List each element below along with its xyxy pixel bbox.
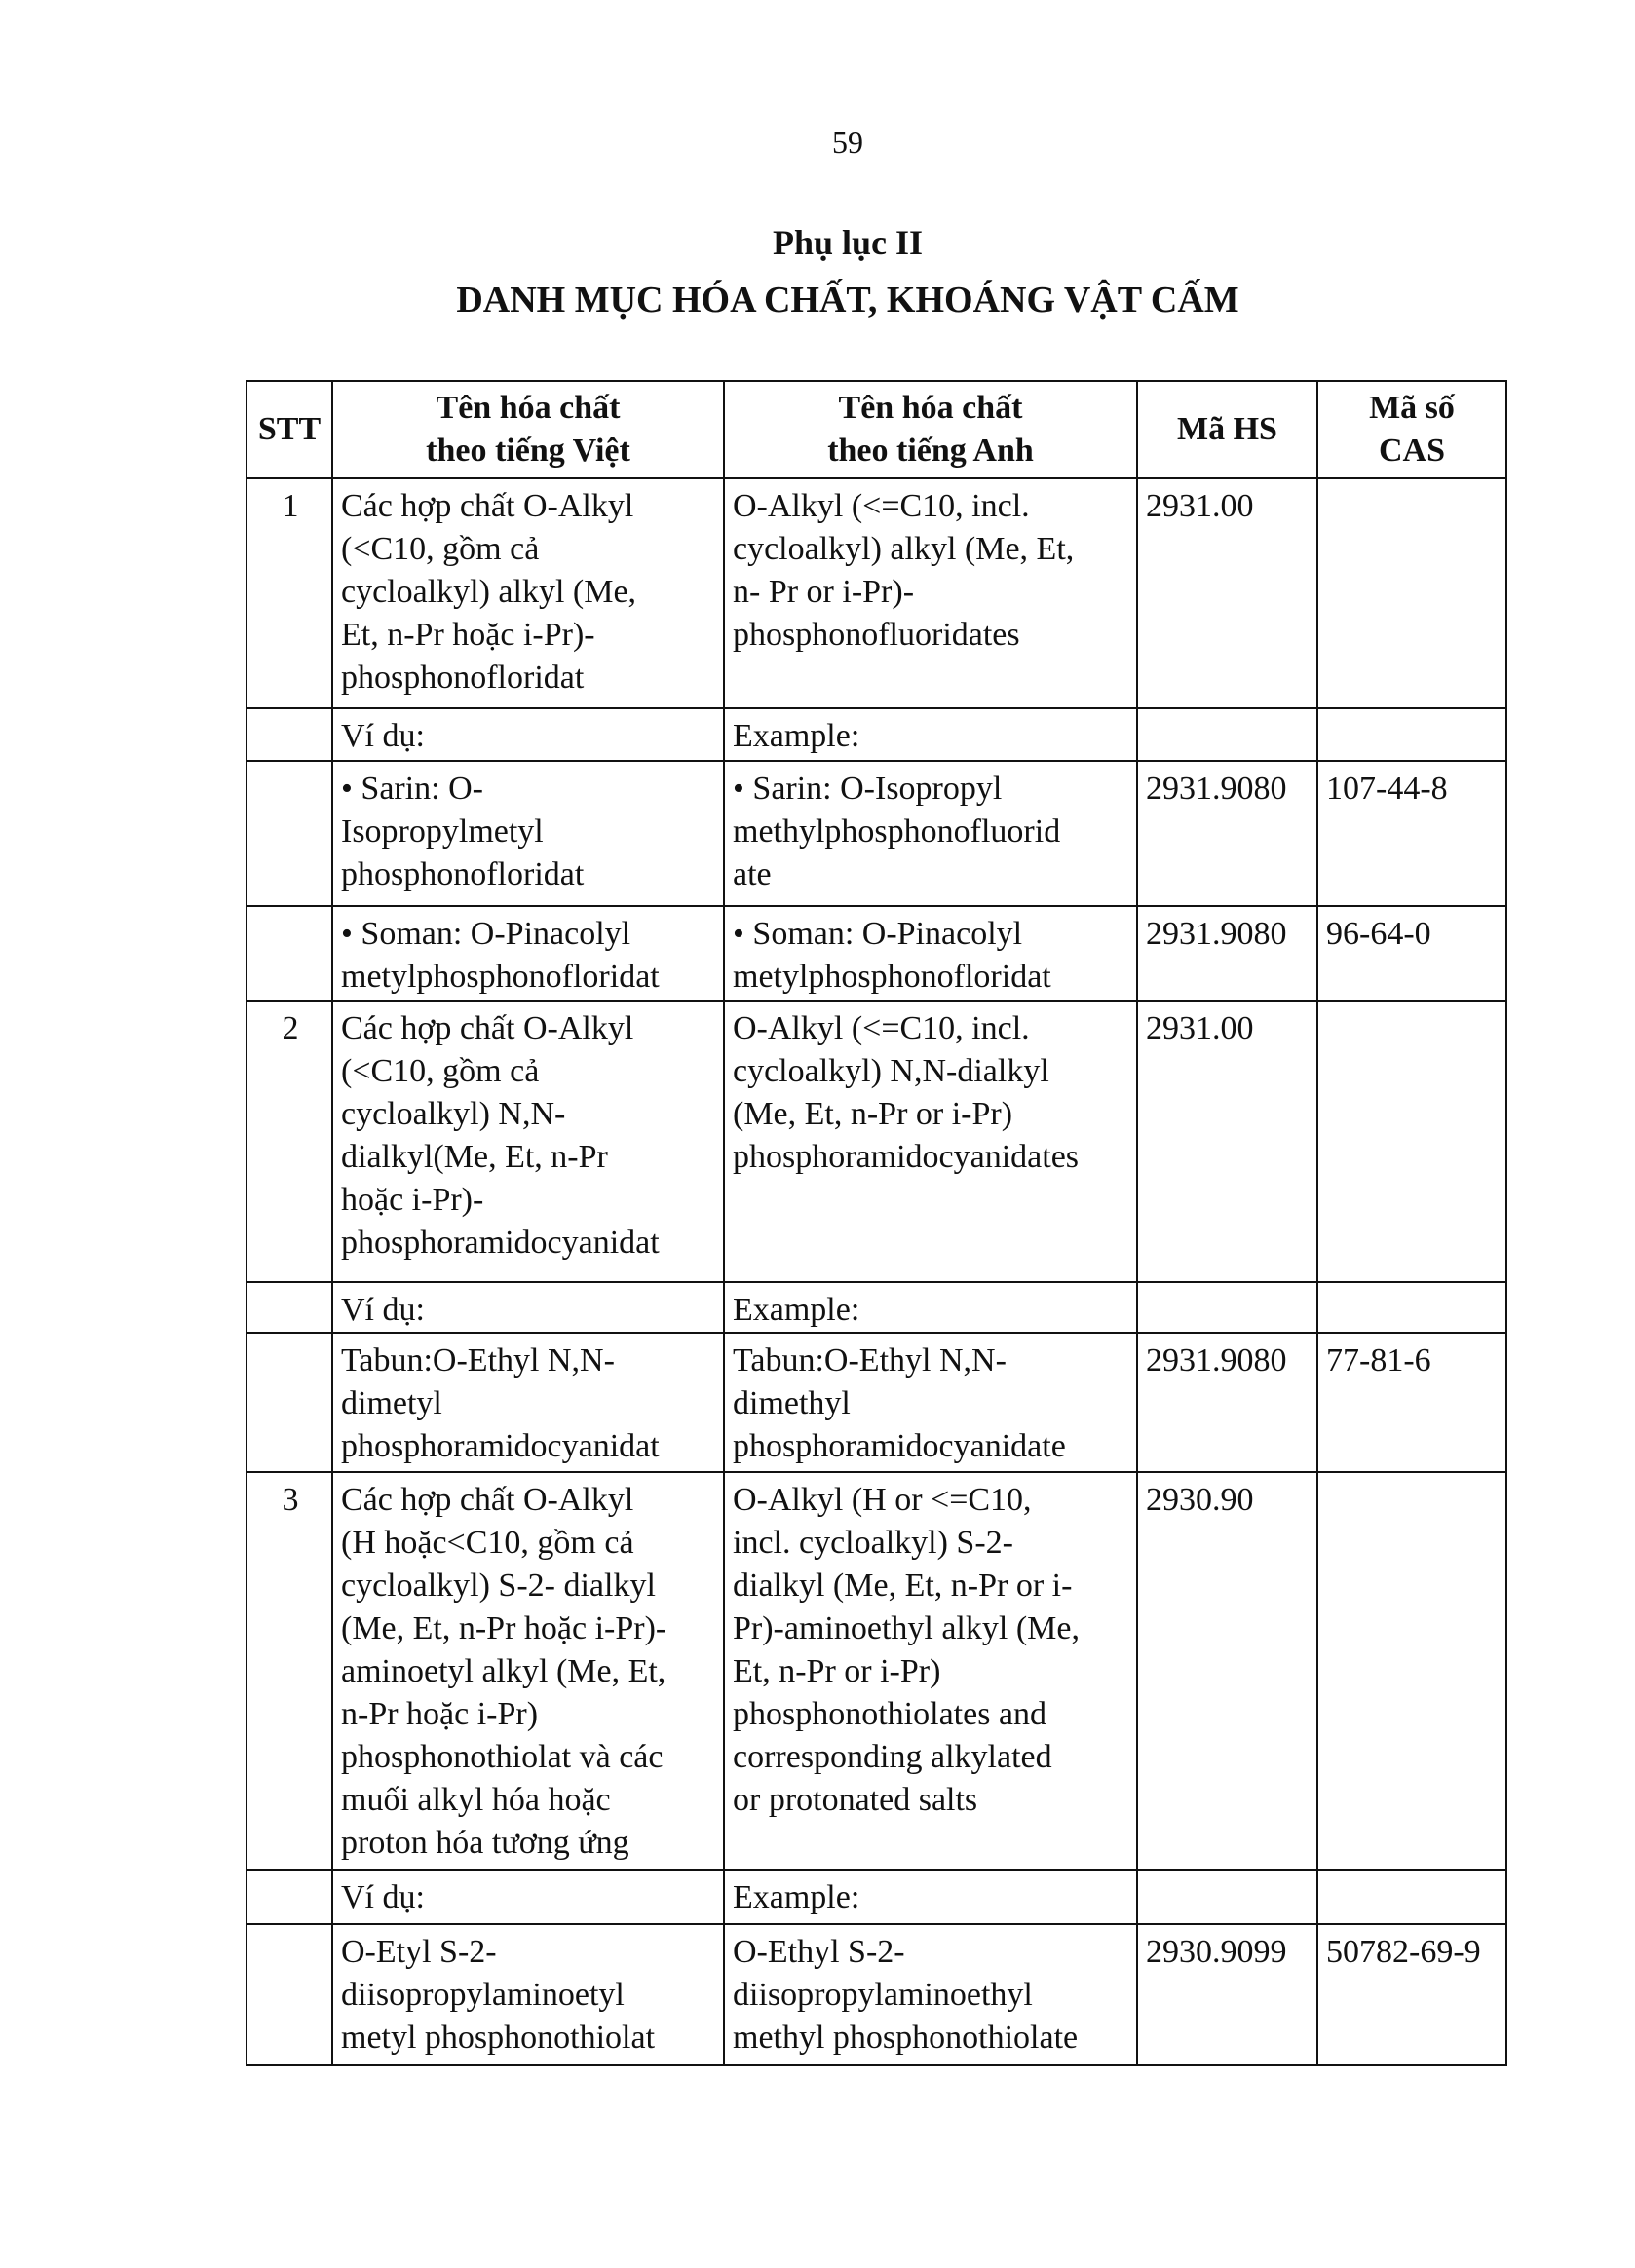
- cell-name-en: • Soman: O-Pinacolyl metylphosphonofloridat: [724, 906, 1137, 1001]
- cell-hs-code: 2931.9080: [1137, 761, 1317, 906]
- table-row: [247, 1333, 1506, 1472]
- cell-name-vi: Các hợp chất O-Alkyl (<C10, gồm cả cycloalkyl) N,N- dialkyl(Me, Et, n-Pr hoặc i-Pr)- phosphoramidocyanidat: [332, 1001, 724, 1282]
- cell-stt: 1: [247, 478, 332, 708]
- chemicals-table: [246, 380, 1507, 2066]
- table-row: [247, 1001, 1506, 1282]
- cell-hs-code: 2931.00: [1137, 478, 1317, 708]
- cell-stt: 3: [247, 1472, 332, 1870]
- header-cas: Mã số CAS: [1317, 381, 1506, 478]
- cell-stt: [247, 1333, 332, 1472]
- cell-name-vi: Tabun:O-Ethyl N,N- dimetyl phosphoramidocyanidat: [332, 1333, 724, 1472]
- cell-name-en: O-Alkyl (<=C10, incl. cycloalkyl) alkyl (Me, Et, n- Pr or i-Pr)- phosphonofluoridates: [724, 478, 1137, 708]
- cell-name-en: O-Alkyl (H or <=C10, incl. cycloalkyl) S-2- dialkyl (Me, Et, n-Pr or i- Pr)-aminoethyl alkyl (Me, Et, n-Pr or i-Pr) phosphonothiolates and corresponding alkylated or protonated salts: [724, 1472, 1137, 1870]
- cell-hs-code: 2931.00: [1137, 1001, 1317, 1282]
- table-row: [247, 478, 1506, 708]
- cell-cas: 96-64-0: [1317, 906, 1506, 1001]
- cell-name-en: O-Alkyl (<=C10, incl. cycloalkyl) N,N-dialkyl (Me, Et, n-Pr or i-Pr) phosphoramidocyanidates: [724, 1001, 1137, 1282]
- cell-name-vi: • Sarin: O- Isopropylmetyl phosphonofloridat: [332, 761, 724, 906]
- cell-name-en: O-Ethyl S-2- diisopropylaminoethyl methyl phosphonothiolate: [724, 1924, 1137, 2065]
- cell-cas: [1317, 1472, 1506, 1870]
- cell-name-en: Example:: [724, 1282, 1137, 1333]
- cell-hs-code: [1137, 1870, 1317, 1924]
- cell-name-en: Example:: [724, 708, 1137, 761]
- cell-stt: [247, 1282, 332, 1333]
- header-name-en: Tên hóa chất theo tiếng Anh: [724, 381, 1137, 478]
- cell-stt: [247, 1870, 332, 1924]
- cell-cas: [1317, 1282, 1506, 1333]
- header-stt: STT: [247, 381, 332, 478]
- cell-cas: [1317, 708, 1506, 761]
- cell-name-vi: Ví dụ:: [332, 1282, 724, 1333]
- cell-hs-code: 2931.9080: [1137, 906, 1317, 1001]
- cell-cas: [1317, 478, 1506, 708]
- cell-hs-code: [1137, 1282, 1317, 1333]
- cell-hs-code: 2931.9080: [1137, 1333, 1317, 1472]
- cell-name-vi: • Soman: O-Pinacolyl metylphosphonofloridat: [332, 906, 724, 1001]
- list-title: DANH MỤC HÓA CHẤT, KHOÁNG VẬT CẤM: [456, 280, 1239, 321]
- table-row: [247, 906, 1506, 1001]
- table-header-row: [247, 381, 1506, 478]
- cell-stt: [247, 1924, 332, 2065]
- cell-hs-code: 2930.9099: [1137, 1924, 1317, 2065]
- table-row: [247, 1282, 1506, 1333]
- table-row: [247, 761, 1506, 906]
- cell-name-vi: O-Etyl S-2- diisopropylaminoetyl metyl phosphonothiolat: [332, 1924, 724, 2065]
- cell-name-en: • Sarin: O-Isopropyl methylphosphonofluorid ate: [724, 761, 1137, 906]
- header-hs-code: Mã HS: [1137, 381, 1317, 478]
- cell-name-vi: Các hợp chất O-Alkyl (H hoặc<C10, gồm cả cycloalkyl) S-2- dialkyl (Me, Et, n-Pr hoặc i-Pr)- aminoetyl alkyl (Me, Et, n-Pr hoặc i-Pr) phosphonothiolat và các muối alkyl hóa hoặc proton hóa tương ứng: [332, 1472, 724, 1870]
- cell-cas: [1317, 1870, 1506, 1924]
- table-row: [247, 1472, 1506, 1870]
- cell-name-en: Example:: [724, 1870, 1137, 1924]
- cell-cas: 50782-69-9: [1317, 1924, 1506, 2065]
- cell-hs-code: [1137, 708, 1317, 761]
- appendix-title: Phụ lục II: [772, 223, 924, 262]
- header-name-vi: Tên hóa chất theo tiếng Việt: [332, 381, 724, 478]
- cell-stt: [247, 906, 332, 1001]
- table-row: [247, 1924, 1506, 2065]
- cell-stt: [247, 708, 332, 761]
- cell-name-vi: Ví dụ:: [332, 708, 724, 761]
- cell-cas: 77-81-6: [1317, 1333, 1506, 1472]
- table-row: [247, 708, 1506, 761]
- page-number: 59: [832, 125, 863, 160]
- cell-name-vi: Ví dụ:: [332, 1870, 724, 1924]
- cell-stt: 2: [247, 1001, 332, 1282]
- cell-hs-code: 2930.90: [1137, 1472, 1317, 1870]
- cell-cas: [1317, 1001, 1506, 1282]
- table-row: [247, 1870, 1506, 1924]
- cell-cas: 107-44-8: [1317, 761, 1506, 906]
- cell-stt: [247, 761, 332, 906]
- cell-name-en: Tabun:O-Ethyl N,N- dimethyl phosphoramidocyanidate: [724, 1333, 1137, 1472]
- cell-name-vi: Các hợp chất O-Alkyl (<C10, gồm cả cycloalkyl) alkyl (Me, Et, n-Pr hoặc i-Pr)- phosphonofloridat: [332, 478, 724, 708]
